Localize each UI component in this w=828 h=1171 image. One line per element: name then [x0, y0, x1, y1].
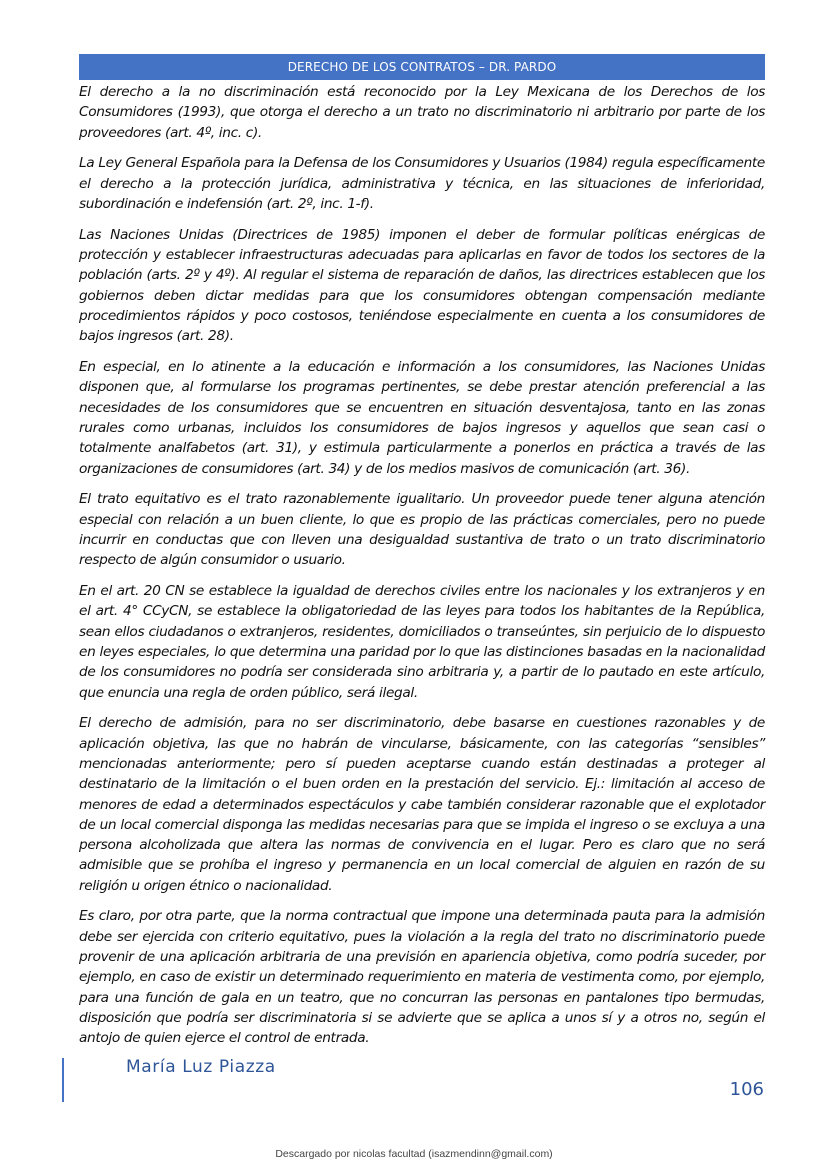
paragraph-6: En el art. 20 CN se establece la igualdad de derechos civiles entre los nacionales y los extranjeros y en el art. 4° CCyCN, se establece la obligatoriedad de las leyes para todos los habitantes de la República, sean ellos ciudadanos o extranjeros, residentes, domiciliados o transeúntes, sin perjuicio de lo dispuesto en leyes especiales, lo que determina una paridad por lo que las distinciones basadas en la nacionalidad de los consumidores no podría ser considerada sino arbitraria y, a partir de lo pautado en este artículo, que enuncia una regla de orden público, será ilegal.: [79, 583, 765, 701]
document-body: [79, 82, 765, 1059]
running-header: DERECHO DE LOS CONTRATOS – DR. PARDO: [79, 54, 765, 80]
footer-divider: [62, 1058, 64, 1102]
page-number: 106: [729, 1079, 764, 1100]
paragraph-1: El derecho a la no discriminación está reconocido por la Ley Mexicana de los Derechos de los Consumidores (1993), que otorga el derecho a un trato no discriminatorio ni arbitrario por parte de los proveedores (art. 4º, inc. c).: [79, 84, 765, 141]
paragraph-3: Las Naciones Unidas (Directrices de 1985) imponen el deber de formular políticas enérgicas de protección y establecer infraestructuras adecuadas para aplicarlas en favor de todos los sectores de la población (arts. 2º y 4º). Al regular el sistema de reparación de daños, las directrices establecen que los gobiernos deben dictar medidas para que los consumidores obtengan compensación mediante procedimientos rápidos y poco costosos, teniéndose especialmente en cuenta a los consumidores de bajos ingresos (art. 28).: [79, 226, 765, 345]
paragraph-2: La Ley General Española para la Defensa de los Consumidores y Usuarios (1984) regula específicamente el derecho a la protección jurídica, administrativa y técnica, en las situaciones de inferioridad, subordinación e indefensión (art. 2º, inc. 1-f).: [79, 155, 765, 212]
download-note: Descargado por nicolas facultad (isazmendinn@gmail.com): [275, 1148, 553, 1160]
paragraph-8: Es claro, por otra parte, que la norma contractual que impone una determinada pauta para la admisión debe ser ejercida con criterio equitativo, pues la violación a la regla del trato no discriminatorio puede provenir de una aplicación arbitraria de una previsión en apariencia objetiva, como podría suceder, por ejemplo, en caso de existir un determinado requerimiento en materia de vestimenta como, por ejemplo, para una función de gala en un teatro, que no concurran las personas en pantalones tipo bermudas, disposición que podría ser discriminatoria si se advierte que se aplica a unos sí y a otros no, según el antojo de quien ejerce el control de entrada.: [79, 908, 765, 1047]
paragraph-5: El trato equitativo es el trato razonablemente igualitario. Un proveedor puede tener alguna atención especial con relación a un buen cliente, lo que es propio de las prácticas comerciales, pero no puede incurrir en conductas que con lleven una desigualdad sustantiva de trato o un trato discriminatorio respecto de algún consumidor o usuario.: [79, 491, 765, 569]
footer-author: María Luz Piazza: [126, 1057, 276, 1077]
paragraph-4: En especial, en lo atinente a la educación e información a los consumidores, las Naciones Unidas disponen que, al formularse los programas pertinentes, se debe prestar atención preferencial a las necesidades de los consumidores que se encuentren en situación desventajosa, tanto en las zonas rurales como urbanas, incluidos los consumidores de bajos ingresos y aquellos que sean casi o totalmente analfabetos (art. 31), y estimula particularmente a ponerlos en práctica a través de las organizaciones de consumidores (art. 34) y de los medios masivos de comunicación (art. 36).: [79, 359, 765, 477]
paragraph-7: El derecho de admisión, para no ser discriminatorio, debe basarse en cuestiones razonables y de aplicación objetiva, las que no habrán de vincularse, básicamente, con las categorías “sensibles” mencionadas anteriormente; pero sí pueden aceptarse cuando están destinadas a proteger al destinatario de la limitación o el buen orden en la prestación del servicio. Ej.: limitación al acceso de menores de edad a determinados espectáculos y cabe también considerar razonable que el explotador de un local comercial disponga las medidas necesarias para que se impida el ingreso o se excluya a una persona alcoholizada que altera las normas de convivencia en el lugar. Pero es claro que no será admisible que se prohíba el ingreso y permanencia en un local comercial de alguien en razón de su religión u origen étnico o nacionalidad.: [79, 715, 765, 894]
